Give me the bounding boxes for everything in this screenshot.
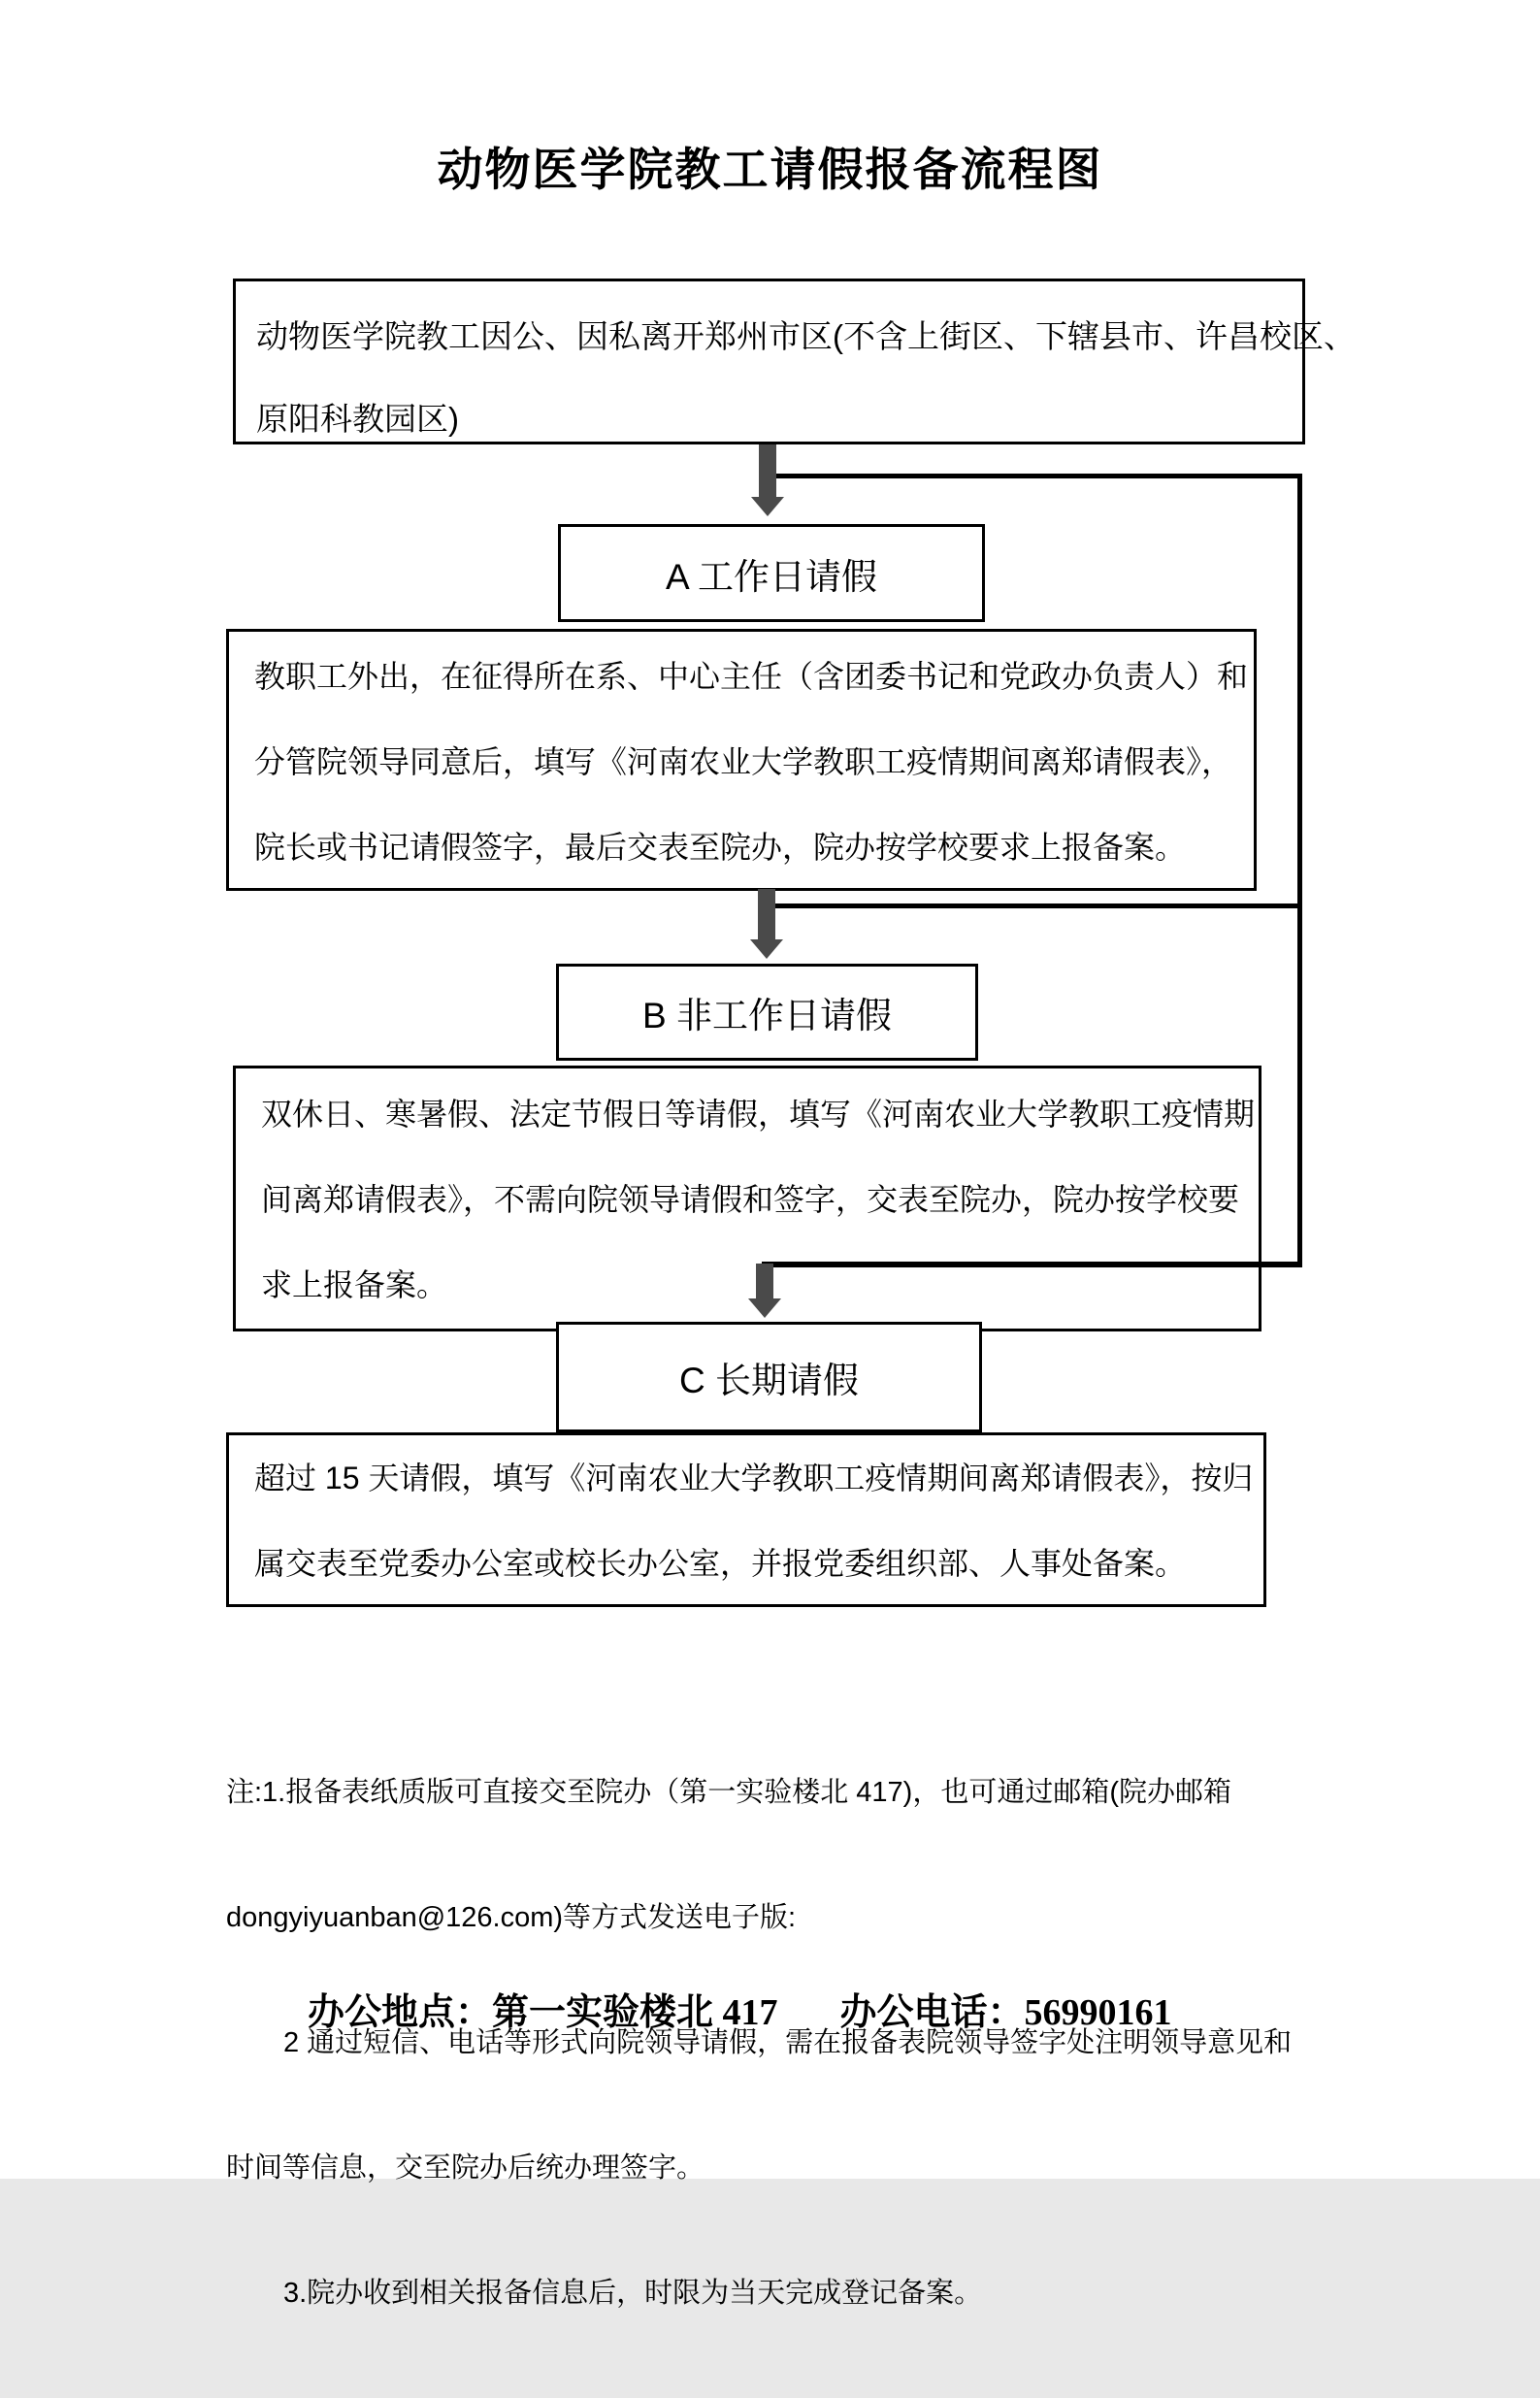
down-arrow-3-head (748, 1298, 781, 1318)
branch-b-line-2: 间离郑请假表》，不需向院领导请假和签字，交表至院办，院办按学校要 (261, 1182, 1240, 1217)
down-arrow-1-head (751, 497, 784, 516)
branch-b-description-box (233, 1066, 1261, 1331)
branch-c-line-1: 超过 15 天请假，填写《河南农业大学教职工疫情期间离郑请假表》，按归 (254, 1461, 1254, 1495)
branch-a-line-1: 教职工外出，在征得所在系、中心主任（含团委书记和党政办负责人）和 (254, 659, 1249, 694)
branch-b-line-1: 双休日、寒暑假、法定节假日等请假，填写《河南农业大学教职工疫情期 (261, 1097, 1256, 1132)
branch-c-header-label: C 长期请假 (679, 1361, 859, 1400)
branch-a-description-box (226, 629, 1257, 891)
down-arrow-3-shaft (756, 1264, 773, 1298)
connector-right-spine (1297, 474, 1302, 1267)
branch-b-line-3: 求上报备案。 (261, 1267, 448, 1302)
branch-a-header-box (558, 524, 985, 622)
note-line-2: dongyiyuanban@126.com)等方式发送电子版: (226, 1902, 797, 1933)
note-line-1: 注:1.报备表纸质版可直接交至院办（第一实验楼北 417)，也可通过邮箱(院办邮箱 (226, 1777, 1232, 1808)
branch-c-description-box (226, 1432, 1266, 1607)
branch-a-header-label: A 工作日请假 (666, 556, 877, 597)
footer-office-phone: 办公电话：56990161 (839, 1992, 1172, 2033)
branch-b-header-box (556, 964, 978, 1061)
note-line-3: 2 通过短信、电话等形式向院领导请假，需在报备表院领导签字处注明领导意见和 (283, 2027, 1293, 2058)
branch-a-line-2: 分管院领导同意后，填写《河南农业大学教职工疫情期间离郑请假表》， (254, 744, 1233, 779)
connector-branch-a-line (766, 474, 1302, 478)
branch-c-header-box (556, 1322, 982, 1432)
down-arrow-1-shaft (759, 444, 776, 497)
connector-branch-c-line (762, 1262, 1302, 1267)
down-arrow-2-head (750, 939, 783, 959)
note-line-4: 时间等信息，交至院办后统办理签字。 (226, 2152, 705, 2184)
page-title: 动物医学院教工请假报备流程图 (437, 144, 1103, 195)
branch-c-line-2: 属交表至党委办公室或校长办公室，并报党委组织部、人事处备案。 (254, 1546, 1187, 1581)
flow-intro-box (233, 279, 1356, 444)
note-line-5: 3.院办收到相关报备信息后，时限为当天完成登记备案。 (283, 2278, 983, 2309)
branch-a-line-3: 院长或书记请假签字，最后交表至院办，院办按学校要求上报备案。 (254, 830, 1187, 865)
connector-branch-b-line (765, 903, 1302, 908)
footer-contact-line (271, 1939, 1172, 2078)
intro-line-1: 动物医学院教工因公、因私离开郑州市区(不含上街区、下辖县市、许昌校区、 (256, 318, 1356, 354)
intro-line-2: 原阳科教园区) (256, 401, 459, 437)
footer-office-location: 办公地点：第一实验楼北 417 (308, 1992, 778, 2033)
down-arrow-2-shaft (758, 889, 775, 939)
branch-b-header-label: B 非工作日请假 (642, 996, 892, 1035)
